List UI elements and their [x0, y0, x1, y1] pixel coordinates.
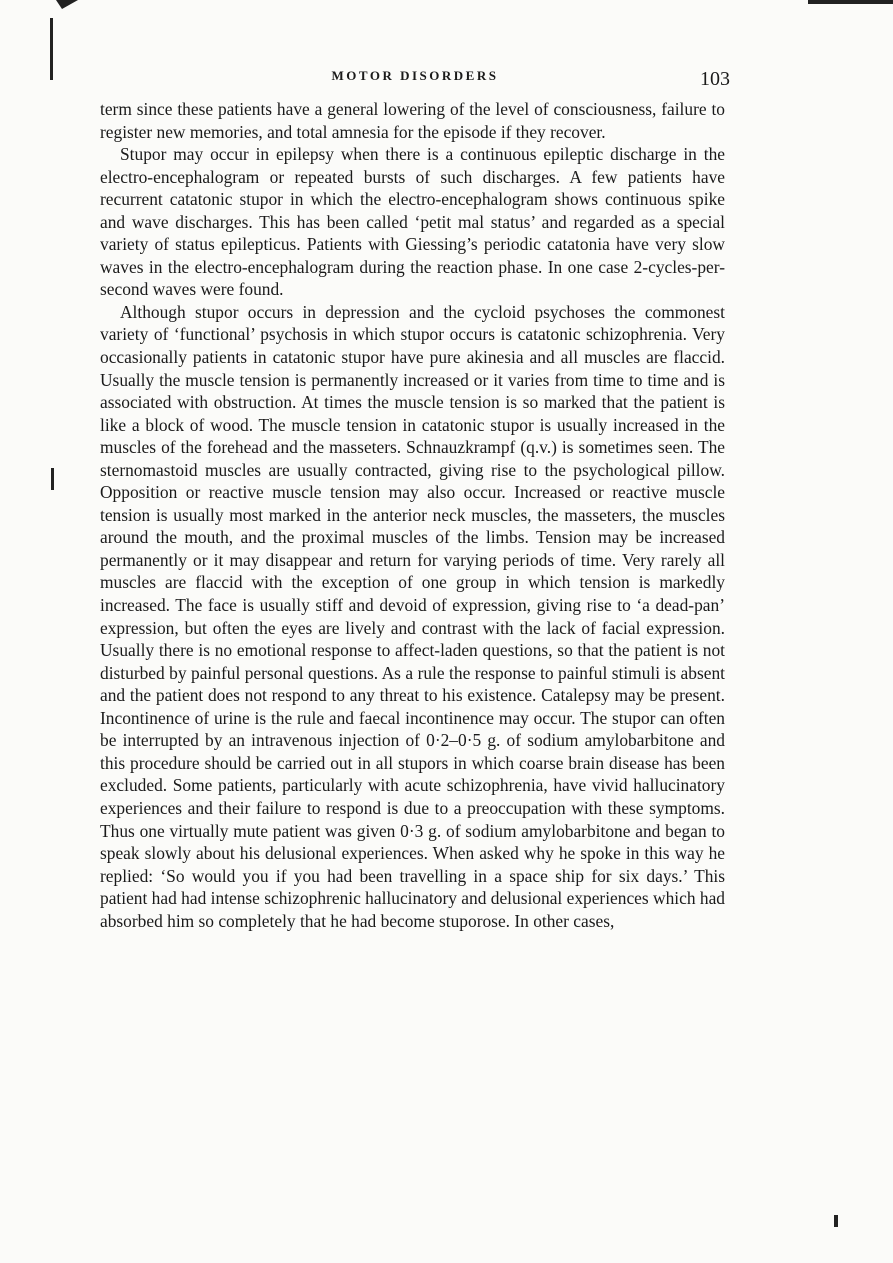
- right-edge-scan-mark: [834, 1215, 838, 1227]
- corner-fold-mark: [56, 0, 78, 10]
- left-margin-scan-mark: [50, 18, 53, 80]
- paragraph-catatonic-stupor: Although stupor occurs in depression and the cycloid psychoses the commonest variety of ‘functional’ psychosis in which stupor occurs is catatonic schizophrenia. Very occasionally patients in catatonic stupor have pure akinesia and all muscles are flaccid. Usually the muscle tension is permanently increased or it varies from time to time and is associated with obstruction. At times the muscle tension is so marked that the patient is like a block of wood. The muscle tension in catatonic stupor is usually increased in the muscles of the forehead and the masseters. Schnauzkrampf (q.v.) is sometimes seen. The sternomastoid muscles are usually contracted, giving rise to the psychological pillow. Opposition or reactive muscle tension may also occur. Increased or reactive muscle tension is usually most marked in the anterior neck muscles, the masseters, the muscles around the mouth, and the proximal muscles of the limbs. Tension may be increased permanently or it may disappear and return for varying periods of time. Very rarely all muscles are flaccid with the exception of one group in which tension is markedly increased. The face is usually stiff and devoid of expression, giving rise to ‘a dead-pan’ expression, but often the eyes are lively and contrast with the lack of facial expression. Usually there is no emotional response to affect-laden questions, so that the patient is not disturbed by painful personal questions. As a rule the response to painful stimuli is absent and the patient does not respond to any threat to his existence. Catalepsy may be present. Incontinence of urine is the rule and faecal incontinence may occur. The stupor can often be interrupted by an intravenous injection of 0·2–0·5 g. of sodium amylobarbitone and this procedure should be carried out in all stupors in which coarse brain disease has been excluded. Some patients, particularly with acute schizophrenia, have vivid hallucinatory experiences and their failure to respond is due to a preoccupation with these symptoms. Thus one virtually mute patient was given 0·3 g. of sodium amylobarbitone and began to speak slowly about his delusional experiences. When asked why he spoke in this way he replied: ‘So would you if you had been travelling in a space ship for six days.’ This patient had had intense schizophrenic hallucinatory and delusional experiences which had absorbed him so completely that he had become stuporose. In other cases,: [100, 301, 725, 931]
- page-header: [100, 64, 730, 94]
- page-number: 103: [700, 68, 730, 90]
- body-text: [100, 98, 725, 932]
- running-head: MOTOR DISORDERS: [331, 68, 499, 83]
- paragraph-epilepsy-stupor: Stupor may occur in epilepsy when there is a continuous epileptic discharge in the electro-encephalogram or repeated bursts of such discharges. A few patients have recurrent catatonic stupor in which the electro-encephalogram shows continuous spike and wave discharges. This has been called ‘petit mal status’ and regarded as a special variety of status epilepticus. Patients with Giessing’s periodic catatonia have very slow waves in the electro-encephalogram during the reaction phase. In one case 2-cycles-per-second waves were found.: [100, 144, 725, 300]
- paragraph-continuation: term since these patients have a general lowering of the level of consciousness, failure to register new memories, and total amnesia for the episode if they recover.: [100, 99, 725, 142]
- left-margin-scan-mark-lower: [51, 468, 54, 490]
- top-right-scan-bar: [808, 0, 893, 4]
